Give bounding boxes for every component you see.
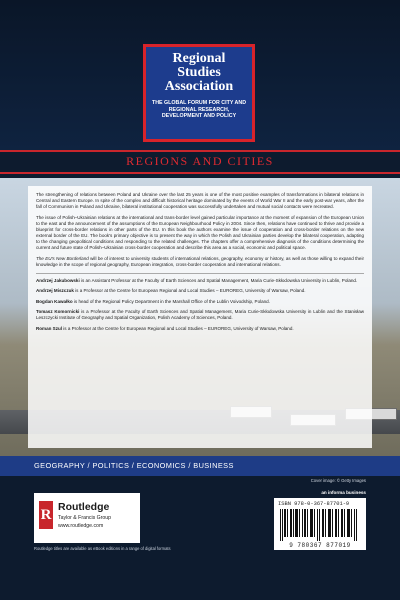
blurb-paragraph-2: The issue of Polish–Ukrainian relations at the international and trans-border level gained particular importance at the moment of expansion of the European Union to the east and the announcement of the assumptions of the European Neighbourhood Policy in 2004. Since then, relations have continued to thrive and provide a blueprint for cross-border relations in other parts of the EU. In this book the authors examine the issue of cooperation and cross-border relations on the new external border of the EU. The book's primary objective is to present the way in which the Polish and Ukrainian parties develop the bilateral cooperation, adapting to the changing geopolitical conditions and responding to the related challenges. The chapters offer a comprehensive diagnosis of the conditions determining the current and future state of Polish–Ukrainian cross-border cooperation and describe this area as a social, economic and political space. xyxy=(36,214,364,251)
book-title-italic: The EU's New Borderland xyxy=(36,255,89,261)
isbn-label: ISBN 978-0-367-87701-9 xyxy=(278,501,350,507)
logo-line-3: Association xyxy=(164,79,234,94)
publisher-group: Taylor & Francis Group xyxy=(58,515,112,521)
blurb-paragraph-1: The strengthening of relations between Poland and Ukraine over the last 25 years is one of the most positive examples of transformations in bilateral relations in Central and Eastern Europe. In spite of the complex and difficult historical heritage dominated by the events of World War II and the early post-war years, after the fall of Communism in Poland and Ukraine, bilateral institutional cooperation was successfully undertaken and mutual social contacts were recreated. xyxy=(36,192,364,210)
author-name: Andrzej Jakubowski xyxy=(36,277,80,283)
author-bio xyxy=(36,278,364,284)
author-name: Tomasz Komornicki xyxy=(36,309,80,315)
publisher-website: www.routledge.com xyxy=(58,523,104,529)
rsa-logo xyxy=(143,44,255,142)
author-name: Andrzej Miszczuk xyxy=(36,288,74,294)
isbn-number: 9 780367 877019 xyxy=(289,542,351,549)
cover-image-credit: Cover image: © Getty Images xyxy=(310,478,366,483)
barcode-icon xyxy=(280,509,360,541)
author-bio xyxy=(36,288,364,294)
series-title: REGIONS AND CITIES xyxy=(126,154,274,168)
informa-label: an informa business xyxy=(321,490,366,495)
author-bio xyxy=(36,326,364,332)
author-bio-text: is a Professor at the Centre for European Regional and Local Studies – EUROREG, University of Warsaw, Poland. xyxy=(62,326,294,331)
routledge-icon: R xyxy=(39,501,53,529)
author-bio-text: is a Professor at the Centre for European Regional and Local Studies – EUROREG, University of Warsaw, Poland. xyxy=(73,288,306,294)
author-name: Roman Szul xyxy=(36,326,63,331)
blurb-paragraph-3-rest: will be of interest to university students of international relations, geography, economy or history, as well as those willing to expand their knowledge in the scope of regional geography, European integration, cross-border cooperation and international relations. xyxy=(36,255,364,267)
publisher-name: Routledge xyxy=(58,501,110,513)
logo-line-1: Regional xyxy=(172,51,226,66)
author-bio-text: is an Assistant Professor at the Faculty of Earth Sciences and Spatial Management, Maria Curie-Skłodowska University in Lublin, Poland. xyxy=(79,277,358,283)
author-bio xyxy=(36,299,364,305)
back-cover-text xyxy=(28,186,372,448)
divider-bottom xyxy=(0,172,400,174)
author-bio-text: is head of the Regional Policy Department in the Marshall Office of the Lublin Voivodship, Poland. xyxy=(72,298,270,304)
bio-divider xyxy=(36,273,364,274)
ebook-note: Routledge titles are available as eBook editions in a range of digital formats xyxy=(34,546,171,551)
author-bio xyxy=(36,309,364,321)
author-bio-text: is a Professor at the Faculty of Earth Sciences and Spatial Management, Maria Curie-Skłodowska University in Lublin and the Stanisław Leszczycki Institute of Geography and Spatial Organization, Polish Academy of Sciences, Poland. xyxy=(36,309,365,321)
blurb-paragraph-3 xyxy=(36,256,364,268)
logo-tagline: THE GLOBAL FORUM FOR CITY AND REGIONAL RESEARCH, DEVELOPMENT AND POLICY xyxy=(151,100,247,119)
publisher-logo xyxy=(34,493,140,543)
logo-line-2: Studies xyxy=(177,65,221,80)
author-name: Bogdan Kawałko xyxy=(36,298,73,304)
isbn-barcode xyxy=(274,498,366,550)
subject-band: GEOGRAPHY / POLITICS / ECONOMICS / BUSINESS xyxy=(0,456,400,476)
